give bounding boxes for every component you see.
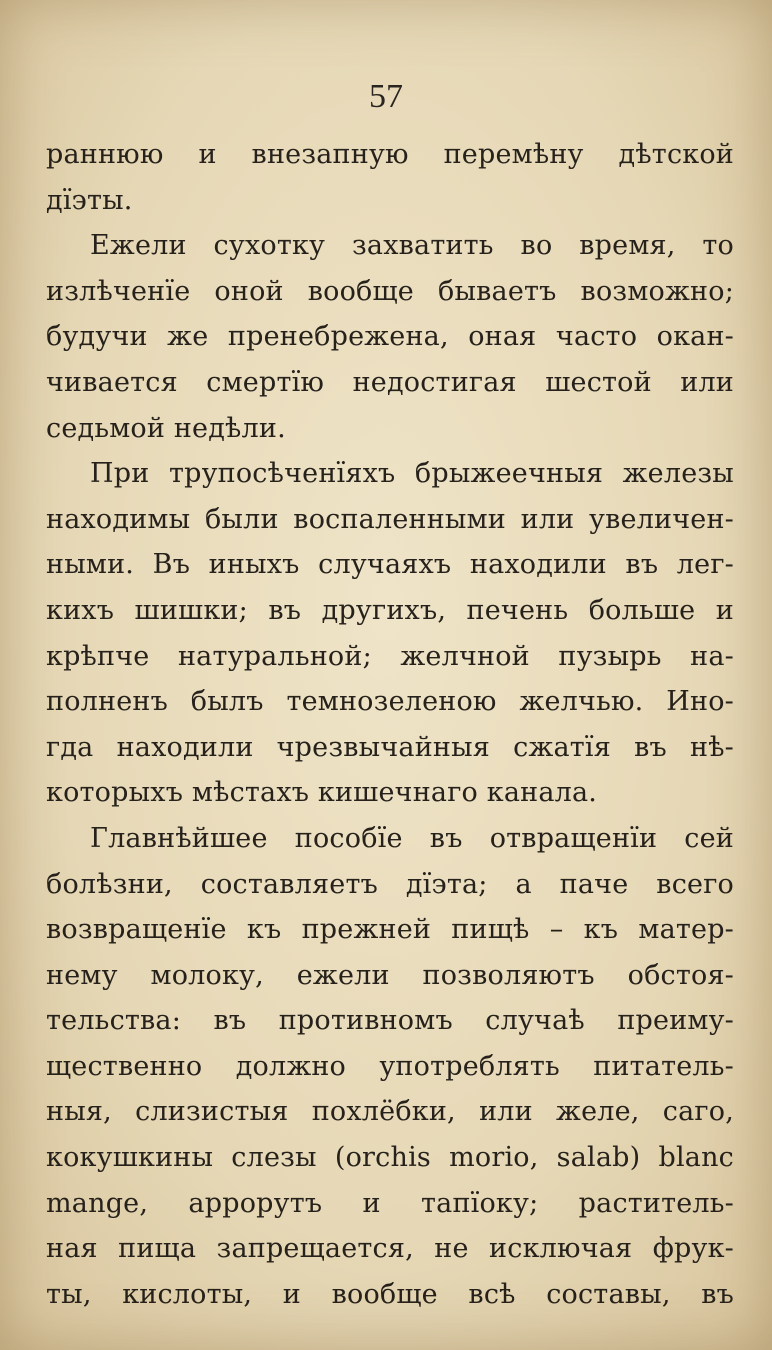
text-line: ная пища запрещается, не исключая фрук-: [46, 1233, 734, 1265]
page-number: 57: [369, 78, 403, 115]
text-line: кокушкины слезы (orchis morio, salab) blanc: [46, 1142, 734, 1174]
text-line: находимы были воспаленными или увеличен-: [46, 503, 734, 535]
paragraph-start-line: Ежели сухотку захватить во время, то: [90, 230, 734, 262]
text-line: гда находили чрезвычайныя сжатїя въ нѣ-: [46, 731, 734, 763]
text-line: излѣченїе оной вообще бываетъ возможно;: [46, 275, 734, 307]
text-line: которыхъ мѣстахъ кишечнаго канала.: [46, 777, 598, 809]
paragraph-start-line: При трупосѣченїяхъ брыжеечныя железы: [90, 458, 734, 490]
text-line: ныя, слизистыя похлёбки, или желе, саго,: [46, 1096, 734, 1128]
text-line: щественно должно употреблять питатель-: [46, 1050, 734, 1082]
text-line: болѣзни, составляетъ дїэта; а паче всего: [46, 868, 734, 900]
text-line: раннюю и внезапную перемѣну дѣтской: [46, 139, 734, 170]
text-line: кихъ шишки; въ другихъ, печень больше и: [46, 594, 734, 626]
text-line: чивается смертїю недостигая шестой или: [46, 366, 734, 398]
text-line: mange, аррорутъ и тапїоку; раститель-: [46, 1187, 734, 1219]
text-line: будучи же пренебрежена, оная часто окан-: [46, 321, 734, 353]
text-line: полненъ былъ темнозеленою желчью. Ино-: [46, 686, 734, 718]
body-text: [46, 132, 734, 1317]
text-line: седьмой недѣли.: [46, 412, 286, 444]
text-line: крѣпче натуральной; желчной пузырь на-: [46, 640, 734, 672]
text-line: дїэты.: [46, 184, 133, 216]
paragraph-start-line: Главнѣйшее пособїе въ отвращенїи сей: [90, 822, 734, 854]
text-line: тельства: въ противномъ случаѣ преиму-: [46, 1005, 734, 1037]
text-line: ты, кислоты, и вообще всѣ составы, въ: [46, 1278, 734, 1310]
text-line: ными. Въ иныхъ случаяхъ находили въ лег-: [46, 549, 734, 581]
text-line: возвращенїе къ прежней пищѣ – къ матер-: [46, 914, 734, 946]
text-line: нему молоку, ежели позволяютъ обстоя-: [46, 959, 734, 991]
